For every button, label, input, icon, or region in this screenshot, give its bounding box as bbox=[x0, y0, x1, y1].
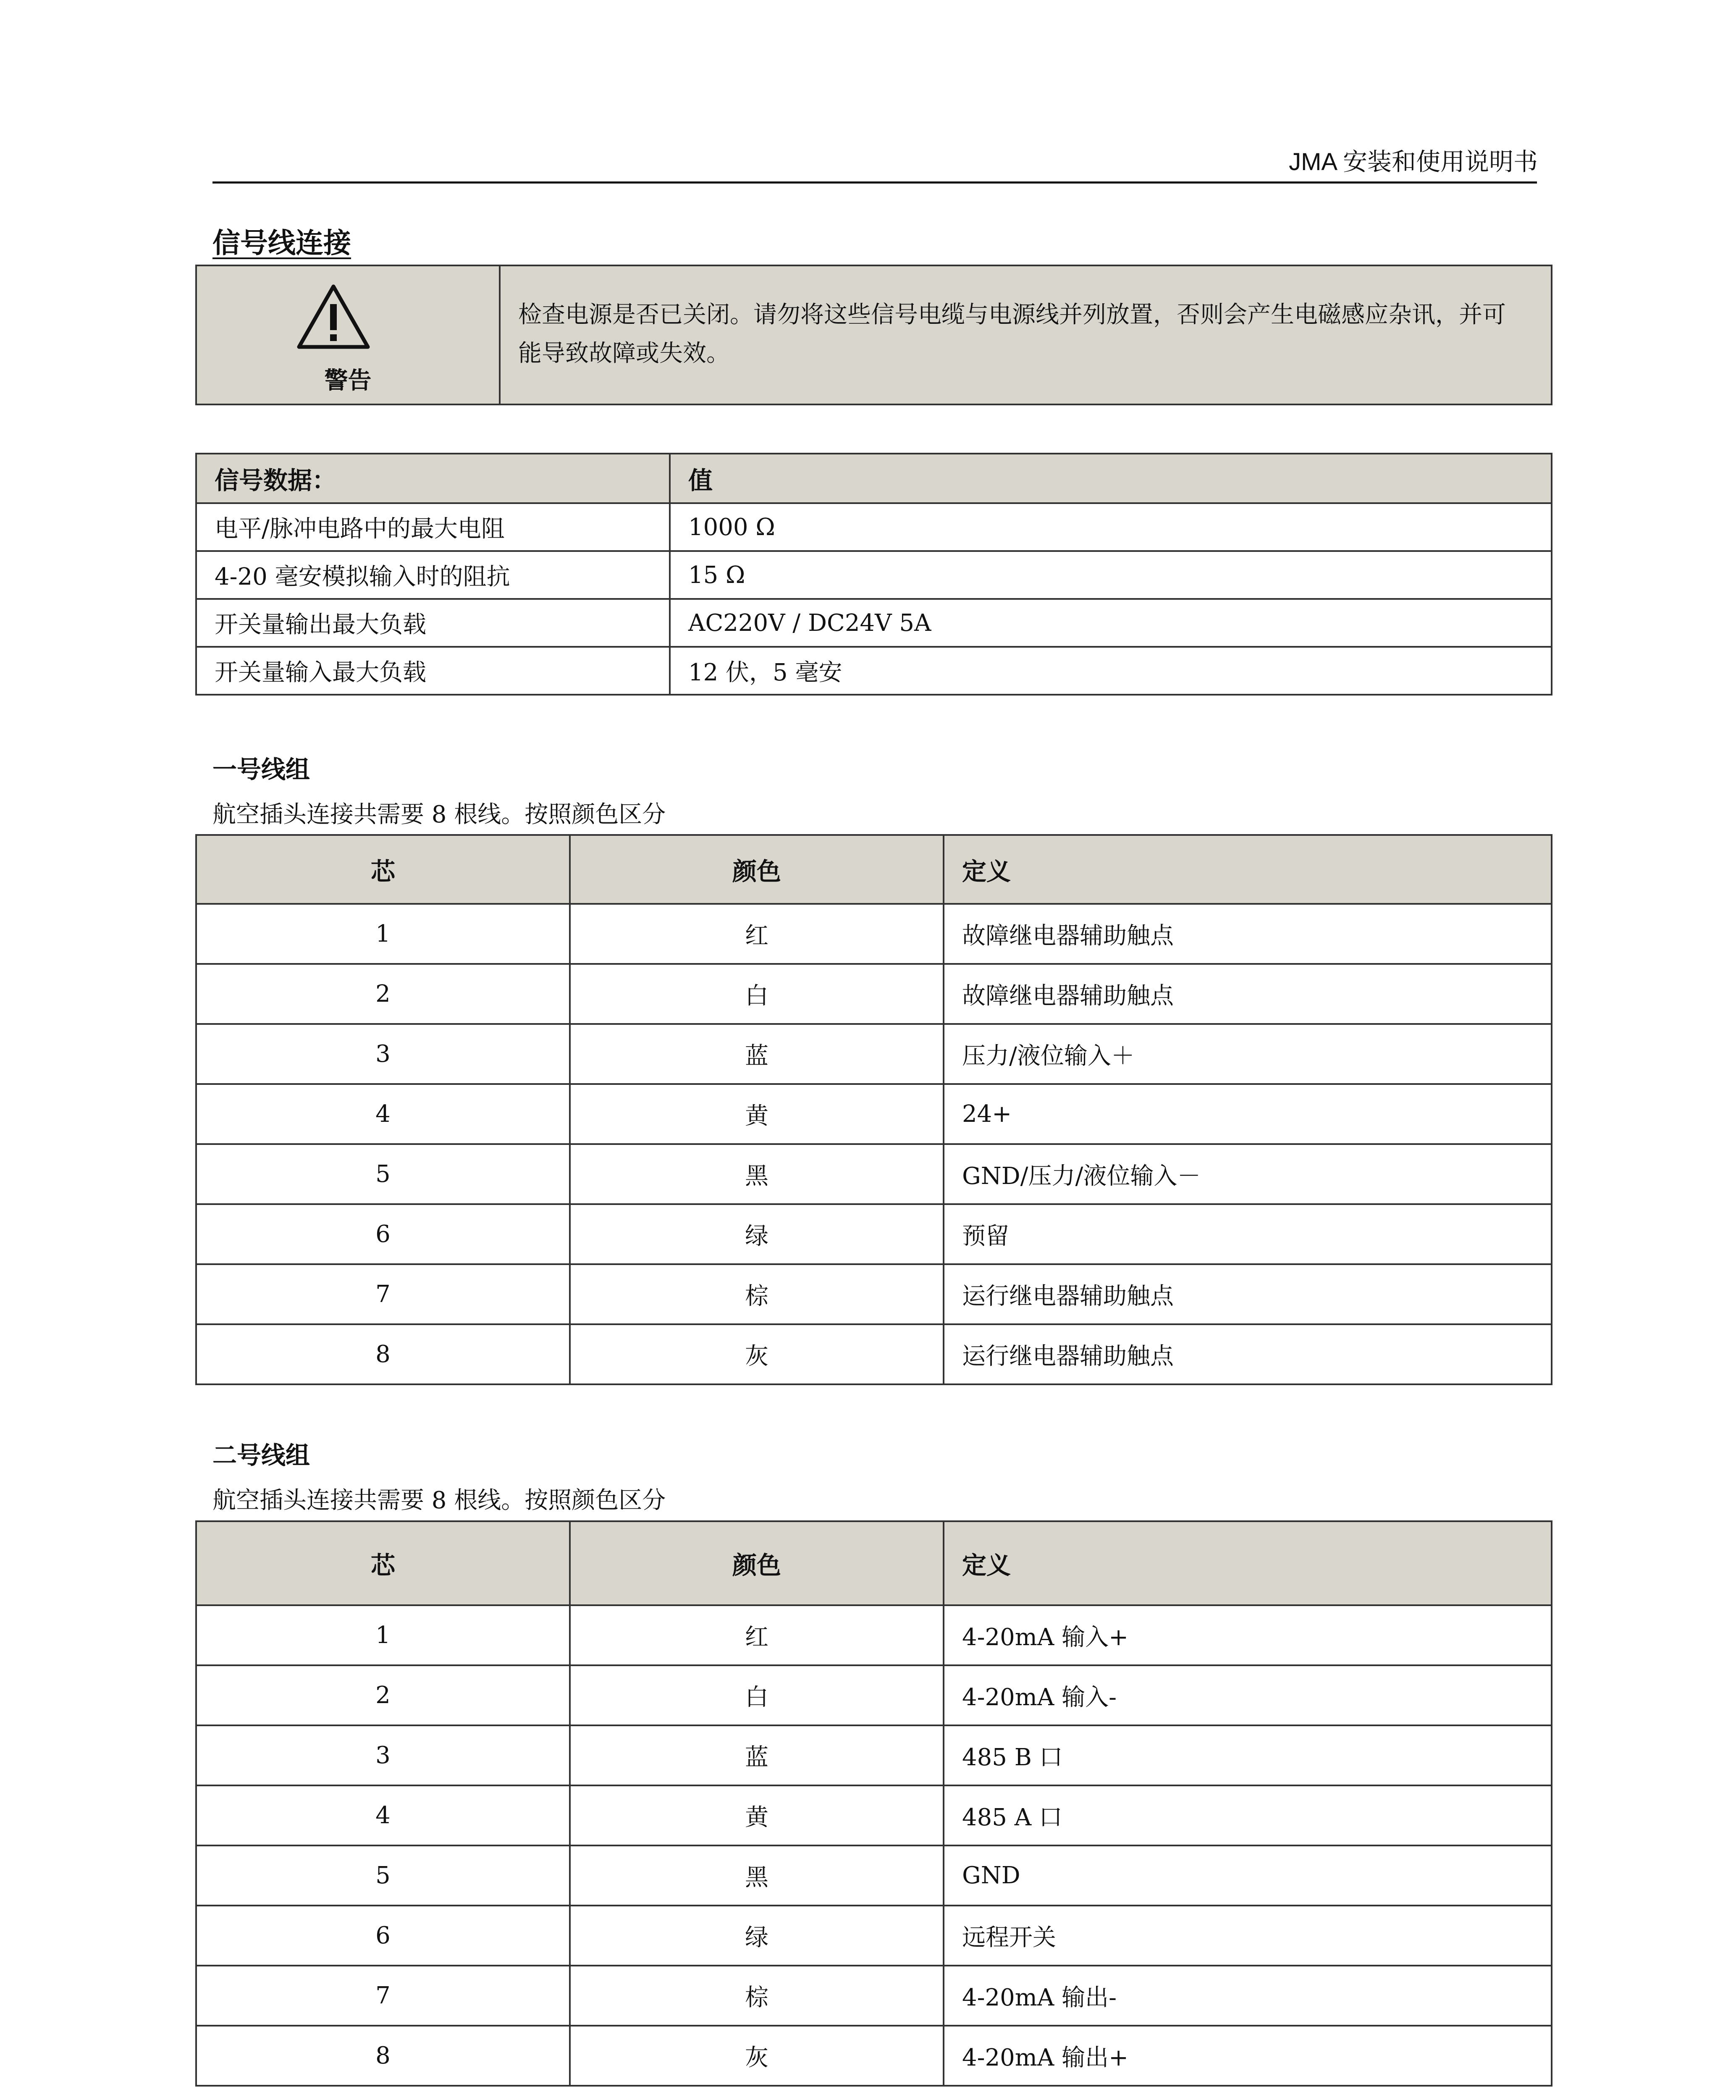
section-title: 信号线连接 bbox=[212, 227, 351, 259]
wire-definition: 24+ bbox=[944, 1084, 1552, 1144]
wire-definition: 4-20mA 输入- bbox=[944, 1665, 1552, 1725]
table-row bbox=[196, 904, 1552, 964]
column-header: 芯 bbox=[196, 835, 570, 904]
spec-name: 开关量输入最大负载 bbox=[196, 647, 670, 695]
wire-color: 黑 bbox=[570, 1144, 944, 1204]
table-row bbox=[196, 1725, 1552, 1785]
wire-color: 蓝 bbox=[570, 1725, 944, 1785]
column-header: 芯 bbox=[196, 1521, 570, 1605]
core-number: 7 bbox=[196, 1966, 570, 2026]
wire-definition: 4-20mA 输入+ bbox=[944, 1605, 1552, 1665]
wire-color: 灰 bbox=[570, 1324, 944, 1384]
table-header-row bbox=[196, 454, 1552, 503]
wire-color: 绿 bbox=[570, 1204, 944, 1264]
wire-definition: 故障继电器辅助触点 bbox=[944, 904, 1552, 964]
wire-color: 棕 bbox=[570, 1264, 944, 1324]
table-header-row bbox=[196, 835, 1552, 904]
header-title: JMA 安装和使用说明书 bbox=[1289, 148, 1538, 176]
table-row bbox=[196, 1144, 1552, 1204]
signal-spec-table bbox=[195, 453, 1552, 696]
spec-name: 开关量输出最大负载 bbox=[196, 599, 670, 647]
table-row bbox=[196, 1264, 1552, 1324]
table-row bbox=[196, 1966, 1552, 2026]
table-row bbox=[196, 1605, 1552, 1665]
wire-definition: 预留 bbox=[944, 1204, 1552, 1264]
wire-definition: 4-20mA 输出- bbox=[944, 1966, 1552, 2026]
warning-box bbox=[195, 265, 1552, 405]
wire-color: 棕 bbox=[570, 1966, 944, 2026]
wire-definition: 故障继电器辅助触点 bbox=[944, 964, 1552, 1024]
core-number: 5 bbox=[196, 1845, 570, 1906]
core-number: 4 bbox=[196, 1084, 570, 1144]
wire-color: 黄 bbox=[570, 1084, 944, 1144]
table-row bbox=[196, 1204, 1552, 1264]
wire-color: 绿 bbox=[570, 1906, 944, 1966]
warning-text: 检查电源是否已关闭。请勿将这些信号电缆与电源线并列放置，否则会产生电磁感应杂讯，并可能导致故障或失效。 bbox=[518, 301, 1506, 367]
table-header-row bbox=[196, 1521, 1552, 1605]
wire-color: 黄 bbox=[570, 1785, 944, 1845]
group2-title: 二号线组 bbox=[212, 1441, 310, 1470]
core-number: 3 bbox=[196, 1024, 570, 1084]
core-number: 1 bbox=[196, 904, 570, 964]
spec-name: 电平/脉冲电路中的最大电阻 bbox=[196, 503, 670, 551]
table-row bbox=[196, 1906, 1552, 1966]
table-row bbox=[196, 1324, 1552, 1384]
core-number: 1 bbox=[196, 1605, 570, 1665]
core-number: 5 bbox=[196, 1144, 570, 1204]
warning-triangle-icon bbox=[296, 283, 371, 350]
column-header: 颜色 bbox=[570, 835, 944, 904]
wire-definition: 压力/液位输入＋ bbox=[944, 1024, 1552, 1084]
spec-value: 12 伏，5 毫安 bbox=[670, 647, 1552, 695]
wire-definition: 运行继电器辅助触点 bbox=[944, 1324, 1552, 1384]
wire-color: 红 bbox=[570, 1605, 944, 1665]
table-row bbox=[196, 1845, 1552, 1906]
warning-icon-cell bbox=[197, 266, 501, 404]
group1-wire-table bbox=[195, 834, 1552, 1385]
core-number: 6 bbox=[196, 1906, 570, 1966]
group2-wire-table bbox=[195, 1520, 1552, 2087]
core-number: 2 bbox=[196, 964, 570, 1024]
spec-name: 4-20 毫安模拟输入时的阻抗 bbox=[196, 551, 670, 599]
core-number: 3 bbox=[196, 1725, 570, 1785]
wire-definition: 运行继电器辅助触点 bbox=[944, 1264, 1552, 1324]
spec-value: AC220V / DC24V 5A bbox=[670, 599, 1552, 647]
core-number: 8 bbox=[196, 2026, 570, 2086]
group1-title: 一号线组 bbox=[212, 755, 310, 784]
core-number: 2 bbox=[196, 1665, 570, 1725]
table-row bbox=[196, 551, 1552, 599]
table-row bbox=[196, 647, 1552, 695]
wire-definition: 4-20mA 输出+ bbox=[944, 2026, 1552, 2086]
wire-definition: GND bbox=[944, 1845, 1552, 1906]
core-number: 8 bbox=[196, 1324, 570, 1384]
group2-description: 航空插头连接共需要 8 根线。按照颜色区分 bbox=[212, 1487, 666, 1514]
table-row bbox=[196, 964, 1552, 1024]
table-row bbox=[196, 1024, 1552, 1084]
column-header: 颜色 bbox=[570, 1521, 944, 1605]
wire-color: 白 bbox=[570, 1665, 944, 1725]
wire-color: 白 bbox=[570, 964, 944, 1024]
group1-description: 航空插头连接共需要 8 根线。按照颜色区分 bbox=[212, 801, 666, 828]
wire-definition: 485 A 口 bbox=[944, 1785, 1552, 1845]
spec-value: 15 Ω bbox=[670, 551, 1552, 599]
column-header: 值 bbox=[670, 454, 1552, 503]
wire-color: 蓝 bbox=[570, 1024, 944, 1084]
table-row bbox=[196, 1665, 1552, 1725]
core-number: 4 bbox=[196, 1785, 570, 1845]
table-row bbox=[196, 1084, 1552, 1144]
column-header: 定义 bbox=[944, 835, 1552, 904]
core-number: 7 bbox=[196, 1264, 570, 1324]
wire-color: 灰 bbox=[570, 2026, 944, 2086]
core-number: 6 bbox=[196, 1204, 570, 1264]
table-row bbox=[196, 2026, 1552, 2086]
wire-definition: GND/压力/液位输入－ bbox=[944, 1144, 1552, 1204]
warning-label: 警告 bbox=[324, 367, 372, 394]
wire-color: 黑 bbox=[570, 1845, 944, 1906]
wire-definition: 485 B 口 bbox=[944, 1725, 1552, 1785]
table-row bbox=[196, 599, 1552, 647]
table-row bbox=[196, 503, 1552, 551]
table-row bbox=[196, 1785, 1552, 1845]
spec-value: 1000 Ω bbox=[670, 503, 1552, 551]
column-header: 定义 bbox=[944, 1521, 1552, 1605]
column-header: 信号数据： bbox=[196, 454, 670, 503]
wire-definition: 远程开关 bbox=[944, 1906, 1552, 1966]
header-divider bbox=[212, 181, 1537, 184]
wire-color: 红 bbox=[570, 904, 944, 964]
